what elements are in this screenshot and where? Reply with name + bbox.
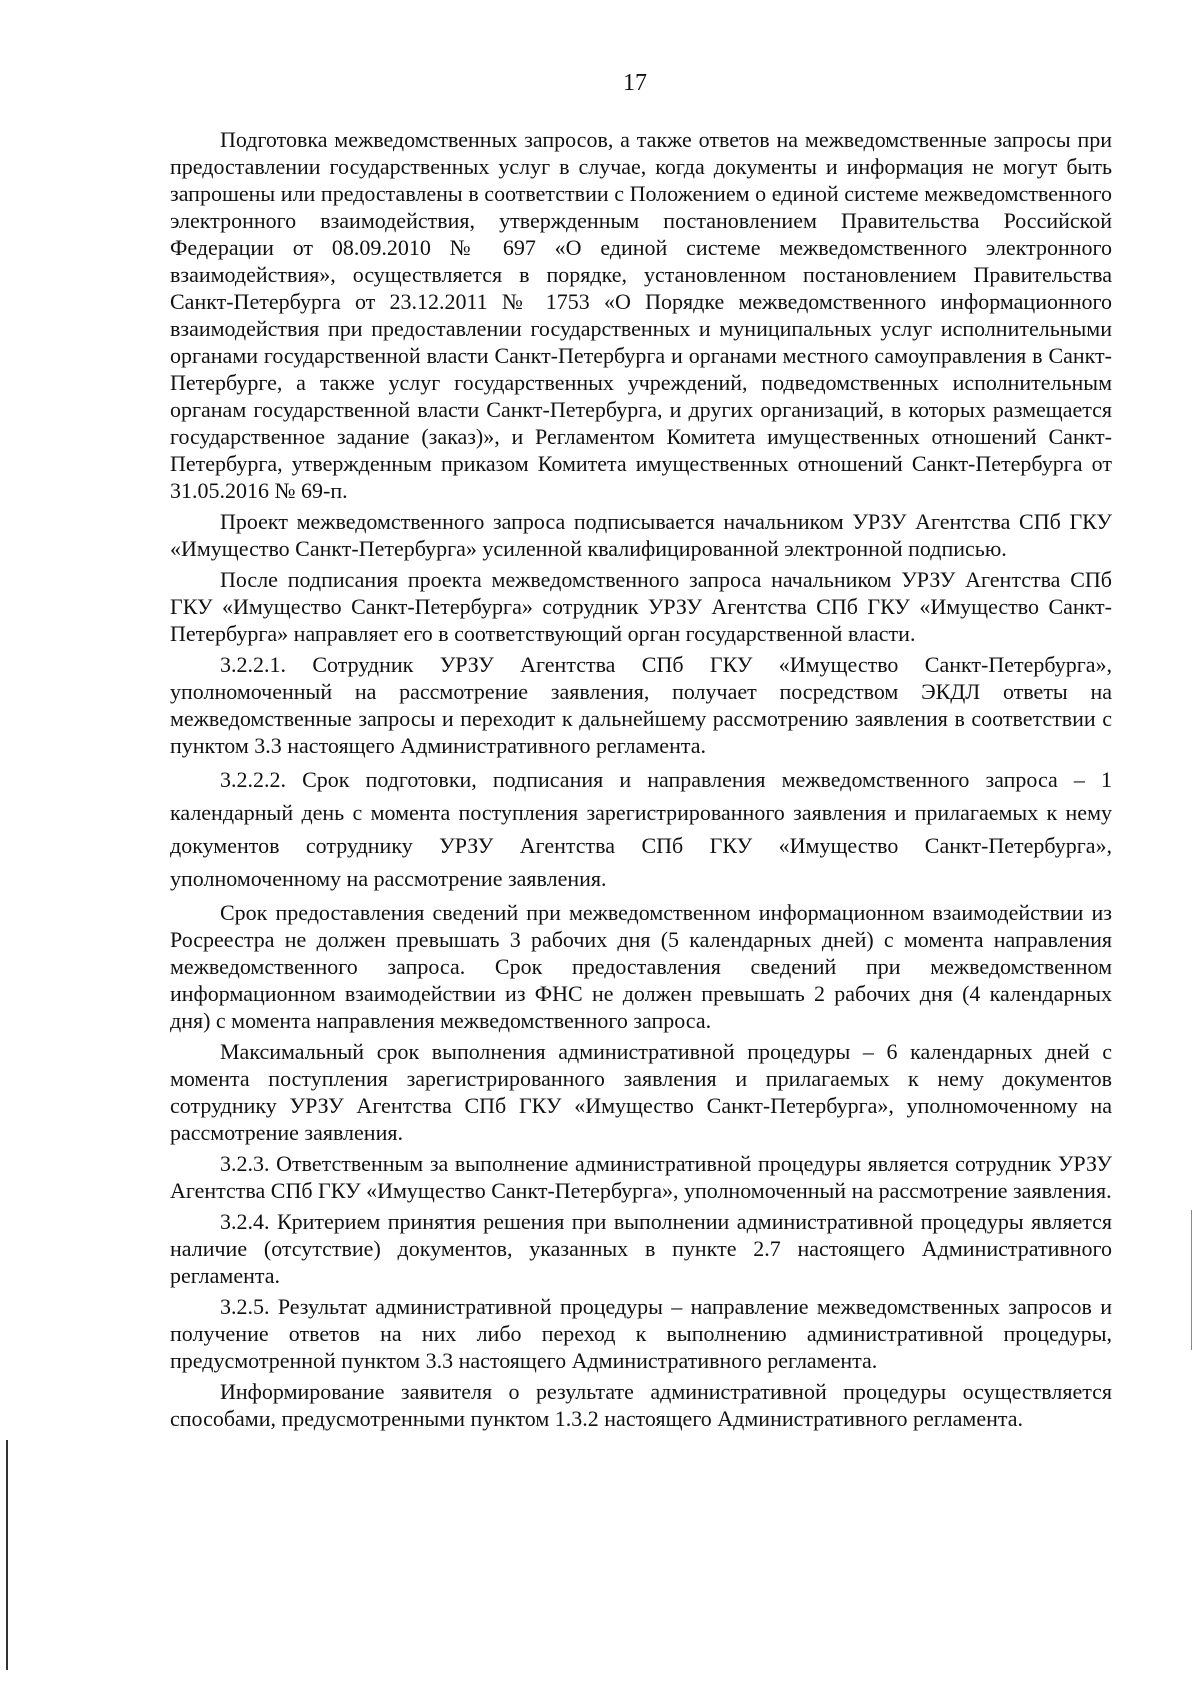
paragraph-informing-applicant: Информирование заявителя о результате административной процедуры осуществляется способами, предусмотренными пунктом 1.3.2 настоящего Административного регламента. [170,1379,1112,1431]
paragraph-request-sending: После подписания проекта межведомственного запроса начальником УРЗУ Агентства СПб ГКУ «Имущество Санкт-Петербурга» сотрудник УРЗУ Агентства СПб ГКУ «Имущество Санкт-Петербурга» направляет его в соответствующий орган государственной власти. [170,567,1112,646]
paragraph-max-duration: Максимальный срок выполнения административной процедуры – 6 календарных дней с момента поступления зарегистрированного заявления и прилагаемых к нему документов сотруднику УРЗУ Агентства СПб ГКУ «Имущество Санкт-Петербурга», уполномоченному на рассмотрение заявления. [170,1039,1112,1145]
paragraph-3-2-2-1: 3.2.2.1. Сотрудник УРЗУ Агентства СПб ГКУ «Имущество Санкт-Петербурга», уполномоченный на рассмотрение заявления, получает посредством ЭКДЛ ответы на межведомственные запросы и переходит к дальнейшему рассмотрению заявления в соответствии с пунктом 3.3 настоящего Административного регламента. [170,652,1112,758]
document-body [170,126,1112,1436]
page-number: 17 [623,70,647,96]
paragraph-request-signing: Проект межведомственного запроса подписывается начальником УРЗУ Агентства СПб ГКУ «Имущество Санкт-Петербурга» усиленной квалифицированной электронной подписью. [170,509,1112,561]
paragraph-3-2-2-2: 3.2.2.2. Срок подготовки, подписания и направления межведомственного запроса – 1 календарный день с момента поступления зарегистрированного заявления и прилагаемых к нему документов сотруднику УРЗУ Агентства СПб ГКУ «Имущество Санкт-Петербурга», уполномоченному на рассмотрение заявления. [170,767,1112,891]
scan-edge-right [1191,1210,1192,1350]
paragraph-3-2-3: 3.2.3. Ответственным за выполнение административной процедуры является сотрудник УРЗУ Агентства СПб ГКУ «Имущество Санкт-Петербурга», уполномоченный на рассмотрение заявления. [170,1151,1112,1203]
scan-edge-left [6,1440,8,1670]
paragraph-3-2-4: 3.2.4. Критерием принятия решения при выполнении административной процедуры является наличие (отсутствие) документов, указанных в пункте 2.7 настоящего Административного регламента. [170,1209,1112,1288]
paragraph-response-deadlines: Срок предоставления сведений при межведомственном информационном взаимодействии из Росреестра не должен превышать 3 рабочих дня (5 календарных дней) с момента направления межведомственного запроса. Срок предоставления сведений при межведомственном информационном взаимодействии из ФНС не должен превышать 2 рабочих дня (4 календарных дня) с момента направления межведомственного запроса. [170,900,1112,1033]
paragraph-interagency-requests: Подготовка межведомственных запросов, а также ответов на межведомственные запросы при предоставлении государственных услуг в случае, когда документы и информация не могут быть запрошены или предоставлены в соответствии с Положением о единой системе межведомственного электронного взаимодействия, утвержденным постановлением Правительства Российской Федерации от 08.09.2010 № 697 «О единой системе межведомственного электронного взаимодействия», осуществляется в порядке, установленном постановлением Правительства Санкт-Петербурга от 23.12.2011 № 1753 «О Порядке межведомственного информационного взаимодействия при предоставлении государственных и муниципальных услуг исполнительными органами государственной власти Санкт-Петербурга и органами местного самоуправления в Санкт-Петербурге, а также услуг государственных учреждений, подведомственных исполнительным органам государственной власти Санкт-Петербурга, и других организаций, в которых размещается государственное задание (заказ)», и Регламентом Комитета имущественных отношений Санкт-Петербурга, утвержденным приказом Комитета имущественных отношений Санкт-Петербурга от 31.05.2016 № 69-п. [170,127,1112,503]
paragraph-3-2-5: 3.2.5. Результат административной процедуры – направление межведомственных запросов и получение ответов на них либо переход к выполнению административной процедуры, предусмотренной пунктом 3.3 настоящего Административного регламента. [170,1294,1112,1373]
